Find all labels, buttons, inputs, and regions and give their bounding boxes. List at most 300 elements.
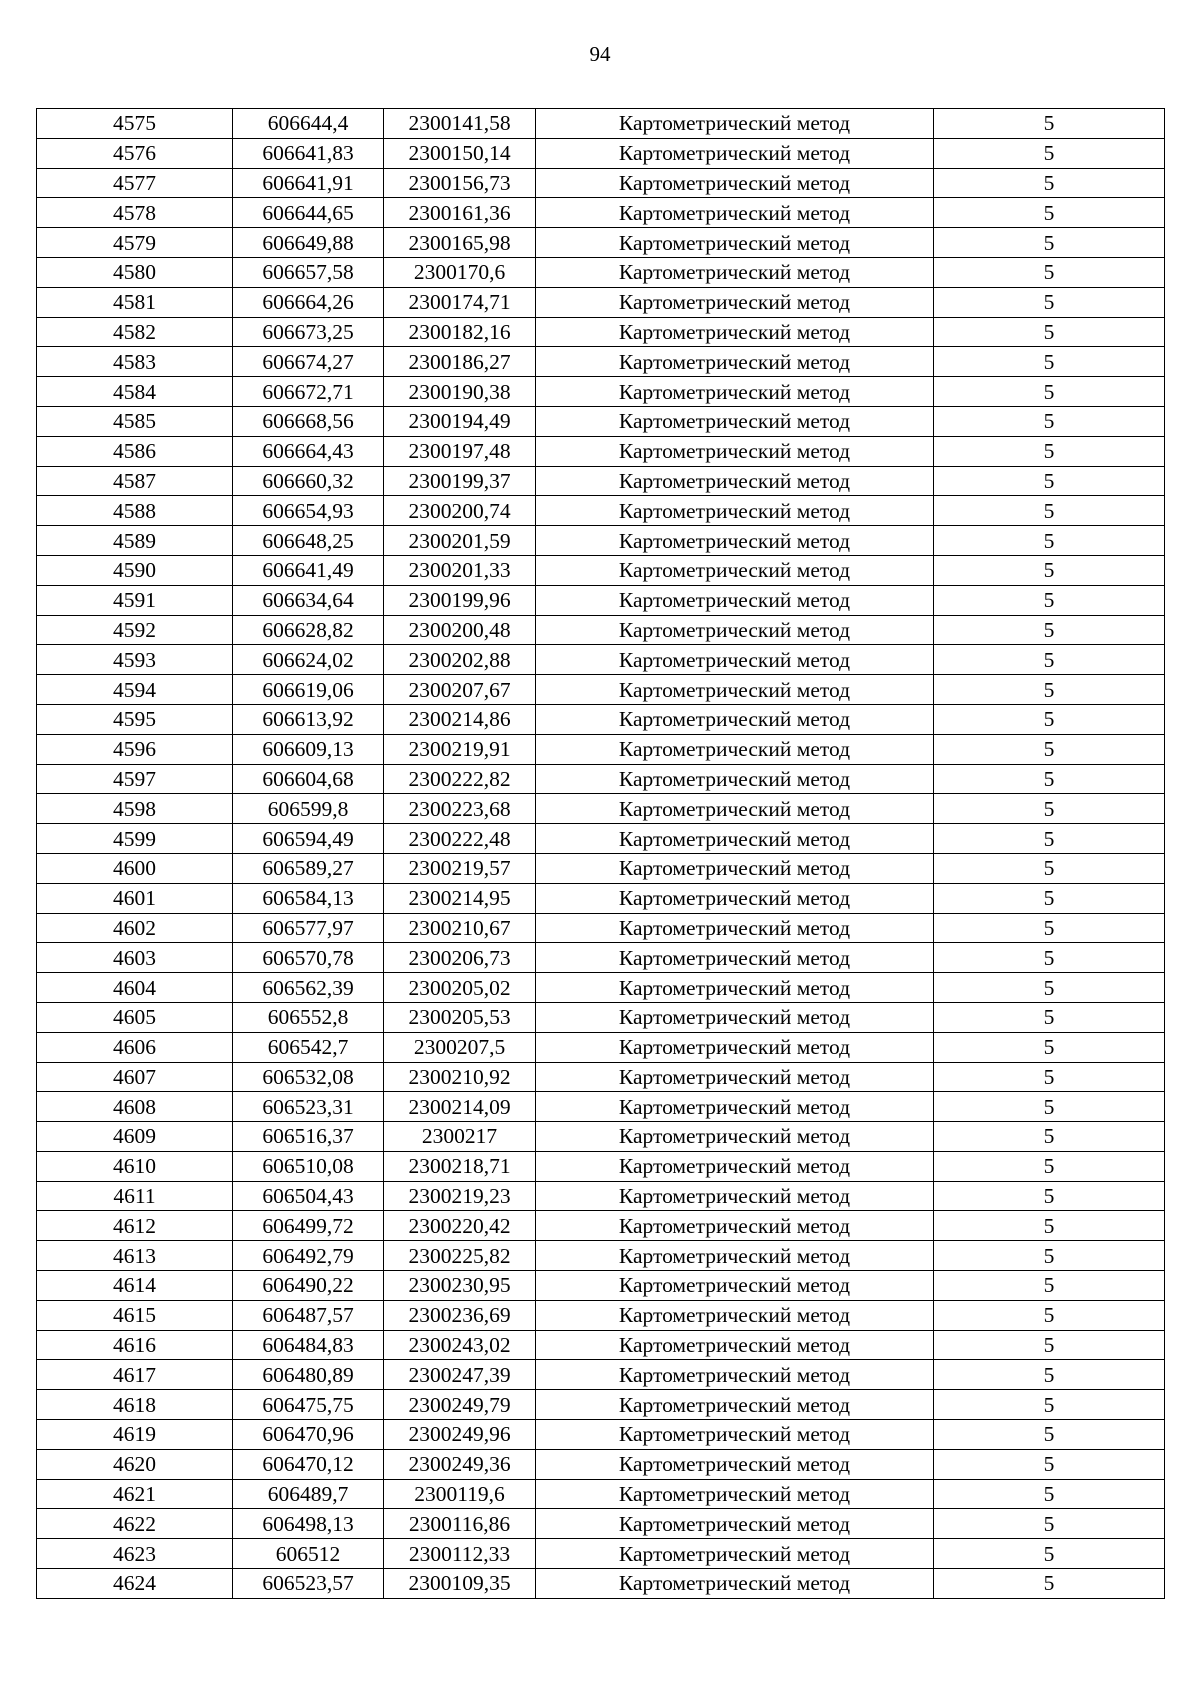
point-number-cell: 4607 [37,1062,233,1092]
y-coordinate-cell: 2300249,36 [384,1449,536,1479]
point-number-cell: 4588 [37,496,233,526]
accuracy-cell: 5 [934,824,1165,854]
table-row [37,1420,1165,1450]
y-coordinate-cell: 2300165,98 [384,228,536,258]
accuracy-cell: 5 [934,1211,1165,1241]
accuracy-cell: 5 [934,1569,1165,1599]
x-coordinate-cell: 606613,92 [233,704,384,734]
method-cell: Картометрический метод [536,764,934,794]
point-number-cell: 4601 [37,883,233,913]
method-cell: Картометрический метод [536,138,934,168]
point-number-cell: 4606 [37,1032,233,1062]
point-number-cell: 4585 [37,406,233,436]
point-number-cell: 4604 [37,973,233,1003]
y-coordinate-cell: 2300194,49 [384,406,536,436]
method-cell: Картометрический метод [536,555,934,585]
table-row [37,615,1165,645]
table-row [37,585,1165,615]
point-number-cell: 4579 [37,228,233,258]
x-coordinate-cell: 606523,31 [233,1092,384,1122]
point-number-cell: 4593 [37,645,233,675]
y-coordinate-cell: 2300207,5 [384,1032,536,1062]
accuracy-cell: 5 [934,138,1165,168]
method-cell: Картометрический метод [536,347,934,377]
accuracy-cell: 5 [934,1539,1165,1569]
accuracy-cell: 5 [934,228,1165,258]
x-coordinate-cell: 606542,7 [233,1032,384,1062]
y-coordinate-cell: 2300200,74 [384,496,536,526]
point-number-cell: 4623 [37,1539,233,1569]
x-coordinate-cell: 606641,91 [233,168,384,198]
y-coordinate-cell: 2300182,16 [384,317,536,347]
x-coordinate-cell: 606644,4 [233,109,384,139]
y-coordinate-cell: 2300186,27 [384,347,536,377]
table-row [37,168,1165,198]
method-cell: Картометрический метод [536,1271,934,1301]
table-row [37,1062,1165,1092]
accuracy-cell: 5 [934,734,1165,764]
method-cell: Картометрический метод [536,1151,934,1181]
x-coordinate-cell: 606504,43 [233,1181,384,1211]
table-row [37,1479,1165,1509]
y-coordinate-cell: 2300205,02 [384,973,536,1003]
accuracy-cell: 5 [934,347,1165,377]
method-cell: Картометрический метод [536,883,934,913]
x-coordinate-cell: 606480,89 [233,1360,384,1390]
x-coordinate-cell: 606649,88 [233,228,384,258]
point-number-cell: 4618 [37,1390,233,1420]
x-coordinate-cell: 606516,37 [233,1122,384,1152]
y-coordinate-cell: 2300206,73 [384,943,536,973]
method-cell: Картометрический метод [536,377,934,407]
method-cell: Картометрический метод [536,109,934,139]
y-coordinate-cell: 2300141,58 [384,109,536,139]
page-number: 94 [589,42,611,66]
method-cell: Картометрический метод [536,675,934,705]
x-coordinate-cell: 606510,08 [233,1151,384,1181]
y-coordinate-cell: 2300116,86 [384,1509,536,1539]
method-cell: Картометрический метод [536,1539,934,1569]
accuracy-cell: 5 [934,109,1165,139]
accuracy-cell: 5 [934,645,1165,675]
point-number-cell: 4609 [37,1122,233,1152]
point-number-cell: 4581 [37,287,233,317]
point-number-cell: 4582 [37,317,233,347]
table-row [37,913,1165,943]
x-coordinate-cell: 606599,8 [233,794,384,824]
point-number-cell: 4576 [37,138,233,168]
table-row [37,466,1165,496]
x-coordinate-cell: 606570,78 [233,943,384,973]
table-row [37,555,1165,585]
point-number-cell: 4615 [37,1300,233,1330]
method-cell: Картометрический метод [536,1390,934,1420]
method-cell: Картометрический метод [536,585,934,615]
point-number-cell: 4598 [37,794,233,824]
method-cell: Картометрический метод [536,1420,934,1450]
coordinates-table [36,108,1165,1599]
point-number-cell: 4610 [37,1151,233,1181]
y-coordinate-cell: 2300210,67 [384,913,536,943]
table-row [37,943,1165,973]
table-row [37,824,1165,854]
y-coordinate-cell: 2300222,82 [384,764,536,794]
method-cell: Картометрический метод [536,257,934,287]
table-row [37,377,1165,407]
accuracy-cell: 5 [934,1360,1165,1390]
method-cell: Картометрический метод [536,1449,934,1479]
table-row [37,347,1165,377]
accuracy-cell: 5 [934,1390,1165,1420]
y-coordinate-cell: 2300207,67 [384,675,536,705]
x-coordinate-cell: 606609,13 [233,734,384,764]
table-row [37,287,1165,317]
x-coordinate-cell: 606470,12 [233,1449,384,1479]
point-number-cell: 4616 [37,1330,233,1360]
x-coordinate-cell: 606619,06 [233,675,384,705]
y-coordinate-cell: 2300230,95 [384,1271,536,1301]
method-cell: Картометрический метод [536,1300,934,1330]
y-coordinate-cell: 2300220,42 [384,1211,536,1241]
x-coordinate-cell: 606492,79 [233,1241,384,1271]
method-cell: Картометрический метод [536,466,934,496]
accuracy-cell: 5 [934,1241,1165,1271]
x-coordinate-cell: 606624,02 [233,645,384,675]
method-cell: Картометрический метод [536,734,934,764]
x-coordinate-cell: 606657,58 [233,257,384,287]
y-coordinate-cell: 2300249,96 [384,1420,536,1450]
method-cell: Картометрический метод [536,853,934,883]
method-cell: Картометрический метод [536,406,934,436]
y-coordinate-cell: 2300218,71 [384,1151,536,1181]
accuracy-cell: 5 [934,406,1165,436]
accuracy-cell: 5 [934,1330,1165,1360]
point-number-cell: 4591 [37,585,233,615]
table-row [37,1300,1165,1330]
x-coordinate-cell: 606577,97 [233,913,384,943]
y-coordinate-cell: 2300223,68 [384,794,536,824]
point-number-cell: 4592 [37,615,233,645]
method-cell: Картометрический метод [536,913,934,943]
y-coordinate-cell: 2300214,09 [384,1092,536,1122]
point-number-cell: 4620 [37,1449,233,1479]
method-cell: Картометрический метод [536,645,934,675]
point-number-cell: 4587 [37,466,233,496]
y-coordinate-cell: 2300156,73 [384,168,536,198]
point-number-cell: 4597 [37,764,233,794]
accuracy-cell: 5 [934,436,1165,466]
method-cell: Картометрический метод [536,1002,934,1032]
point-number-cell: 4575 [37,109,233,139]
x-coordinate-cell: 606512 [233,1539,384,1569]
y-coordinate-cell: 2300249,79 [384,1390,536,1420]
table-row [37,704,1165,734]
method-cell: Картометрический метод [536,1062,934,1092]
y-coordinate-cell: 2300243,02 [384,1330,536,1360]
table-row [37,1241,1165,1271]
method-cell: Картометрический метод [536,1122,934,1152]
table-row [37,526,1165,556]
accuracy-cell: 5 [934,257,1165,287]
method-cell: Картометрический метод [536,1211,934,1241]
method-cell: Картометрический метод [536,1479,934,1509]
table-row [37,764,1165,794]
accuracy-cell: 5 [934,585,1165,615]
point-number-cell: 4584 [37,377,233,407]
x-coordinate-cell: 606584,13 [233,883,384,913]
y-coordinate-cell: 2300201,59 [384,526,536,556]
method-cell: Картометрический метод [536,1330,934,1360]
y-coordinate-cell: 2300161,36 [384,198,536,228]
point-number-cell: 4611 [37,1181,233,1211]
x-coordinate-cell: 606664,43 [233,436,384,466]
x-coordinate-cell: 606672,71 [233,377,384,407]
x-coordinate-cell: 606562,39 [233,973,384,1003]
accuracy-cell: 5 [934,794,1165,824]
table-row [37,228,1165,258]
table-row [37,257,1165,287]
table-row [37,1449,1165,1479]
accuracy-cell: 5 [934,913,1165,943]
y-coordinate-cell: 2300199,96 [384,585,536,615]
table-row [37,406,1165,436]
point-number-cell: 4590 [37,555,233,585]
accuracy-cell: 5 [934,1181,1165,1211]
accuracy-cell: 5 [934,764,1165,794]
point-number-cell: 4580 [37,257,233,287]
accuracy-cell: 5 [934,168,1165,198]
method-cell: Картометрический метод [536,526,934,556]
method-cell: Картометрический метод [536,615,934,645]
coordinates-table-body [37,109,1165,1599]
point-number-cell: 4612 [37,1211,233,1241]
x-coordinate-cell: 606532,08 [233,1062,384,1092]
table-row [37,1122,1165,1152]
method-cell: Картометрический метод [536,1181,934,1211]
accuracy-cell: 5 [934,1420,1165,1450]
x-coordinate-cell: 606628,82 [233,615,384,645]
point-number-cell: 4622 [37,1509,233,1539]
method-cell: Картометрический метод [536,317,934,347]
y-coordinate-cell: 2300210,92 [384,1062,536,1092]
x-coordinate-cell: 606660,32 [233,466,384,496]
point-number-cell: 4603 [37,943,233,973]
method-cell: Картометрический метод [536,794,934,824]
table-row [37,1151,1165,1181]
x-coordinate-cell: 606523,57 [233,1569,384,1599]
x-coordinate-cell: 606594,49 [233,824,384,854]
table-row [37,883,1165,913]
method-cell: Картометрический метод [536,228,934,258]
point-number-cell: 4600 [37,853,233,883]
table-row [37,794,1165,824]
accuracy-cell: 5 [934,466,1165,496]
x-coordinate-cell: 606668,56 [233,406,384,436]
x-coordinate-cell: 606489,7 [233,1479,384,1509]
accuracy-cell: 5 [934,883,1165,913]
x-coordinate-cell: 606475,75 [233,1390,384,1420]
accuracy-cell: 5 [934,1032,1165,1062]
point-number-cell: 4619 [37,1420,233,1450]
x-coordinate-cell: 606498,13 [233,1509,384,1539]
x-coordinate-cell: 606664,26 [233,287,384,317]
method-cell: Картометрический метод [536,1509,934,1539]
point-number-cell: 4624 [37,1569,233,1599]
table-row [37,675,1165,705]
table-row [37,853,1165,883]
accuracy-cell: 5 [934,1092,1165,1122]
point-number-cell: 4602 [37,913,233,943]
y-coordinate-cell: 2300200,48 [384,615,536,645]
x-coordinate-cell: 606654,93 [233,496,384,526]
method-cell: Картометрический метод [536,1032,934,1062]
y-coordinate-cell: 2300112,33 [384,1539,536,1569]
accuracy-cell: 5 [934,973,1165,1003]
y-coordinate-cell: 2300219,91 [384,734,536,764]
x-coordinate-cell: 606499,72 [233,1211,384,1241]
point-number-cell: 4605 [37,1002,233,1032]
accuracy-cell: 5 [934,1509,1165,1539]
accuracy-cell: 5 [934,198,1165,228]
accuracy-cell: 5 [934,496,1165,526]
table-row [37,1271,1165,1301]
method-cell: Картометрический метод [536,1569,934,1599]
x-coordinate-cell: 606644,65 [233,198,384,228]
table-row [37,1211,1165,1241]
table-row [37,1002,1165,1032]
y-coordinate-cell: 2300205,53 [384,1002,536,1032]
accuracy-cell: 5 [934,1122,1165,1152]
y-coordinate-cell: 2300222,48 [384,824,536,854]
accuracy-cell: 5 [934,287,1165,317]
table-row [37,198,1165,228]
y-coordinate-cell: 2300219,23 [384,1181,536,1211]
y-coordinate-cell: 2300236,69 [384,1300,536,1330]
point-number-cell: 4617 [37,1360,233,1390]
table-row [37,1181,1165,1211]
y-coordinate-cell: 2300219,57 [384,853,536,883]
x-coordinate-cell: 606604,68 [233,764,384,794]
point-number-cell: 4595 [37,704,233,734]
y-coordinate-cell: 2300170,6 [384,257,536,287]
table-row [37,1569,1165,1599]
method-cell: Картометрический метод [536,943,934,973]
method-cell: Картометрический метод [536,1241,934,1271]
accuracy-cell: 5 [934,377,1165,407]
point-number-cell: 4614 [37,1271,233,1301]
table-row [37,1360,1165,1390]
point-number-cell: 4599 [37,824,233,854]
x-coordinate-cell: 606648,25 [233,526,384,556]
table-row [37,1509,1165,1539]
method-cell: Картометрический метод [536,496,934,526]
accuracy-cell: 5 [934,1151,1165,1181]
y-coordinate-cell: 2300119,6 [384,1479,536,1509]
accuracy-cell: 5 [934,526,1165,556]
table-row [37,317,1165,347]
accuracy-cell: 5 [934,853,1165,883]
x-coordinate-cell: 606641,83 [233,138,384,168]
x-coordinate-cell: 606641,49 [233,555,384,585]
x-coordinate-cell: 606490,22 [233,1271,384,1301]
table-row [37,1390,1165,1420]
accuracy-cell: 5 [934,1271,1165,1301]
accuracy-cell: 5 [934,317,1165,347]
x-coordinate-cell: 606589,27 [233,853,384,883]
point-number-cell: 4589 [37,526,233,556]
y-coordinate-cell: 2300225,82 [384,1241,536,1271]
method-cell: Картометрический метод [536,704,934,734]
method-cell: Картометрический метод [536,287,934,317]
x-coordinate-cell: 606470,96 [233,1420,384,1450]
table-row [37,973,1165,1003]
accuracy-cell: 5 [934,1449,1165,1479]
x-coordinate-cell: 606673,25 [233,317,384,347]
point-number-cell: 4577 [37,168,233,198]
y-coordinate-cell: 2300109,35 [384,1569,536,1599]
method-cell: Картометрический метод [536,973,934,1003]
table-row [37,436,1165,466]
table-row [37,1032,1165,1062]
table-row [37,109,1165,139]
y-coordinate-cell: 2300174,71 [384,287,536,317]
accuracy-cell: 5 [934,943,1165,973]
y-coordinate-cell: 2300199,37 [384,466,536,496]
method-cell: Картометрический метод [536,1092,934,1122]
y-coordinate-cell: 2300201,33 [384,555,536,585]
y-coordinate-cell: 2300197,48 [384,436,536,466]
point-number-cell: 4594 [37,675,233,705]
point-number-cell: 4608 [37,1092,233,1122]
method-cell: Картометрический метод [536,824,934,854]
method-cell: Картометрический метод [536,168,934,198]
table-row [37,138,1165,168]
x-coordinate-cell: 606552,8 [233,1002,384,1032]
x-coordinate-cell: 606674,27 [233,347,384,377]
x-coordinate-cell: 606484,83 [233,1330,384,1360]
accuracy-cell: 5 [934,1479,1165,1509]
point-number-cell: 4583 [37,347,233,377]
point-number-cell: 4613 [37,1241,233,1271]
x-coordinate-cell: 606487,57 [233,1300,384,1330]
y-coordinate-cell: 2300150,14 [384,138,536,168]
accuracy-cell: 5 [934,704,1165,734]
accuracy-cell: 5 [934,555,1165,585]
table-row [37,496,1165,526]
accuracy-cell: 5 [934,615,1165,645]
accuracy-cell: 5 [934,1002,1165,1032]
table-row [37,645,1165,675]
y-coordinate-cell: 2300247,39 [384,1360,536,1390]
table-row [37,1092,1165,1122]
table-row [37,1539,1165,1569]
point-number-cell: 4596 [37,734,233,764]
y-coordinate-cell: 2300214,86 [384,704,536,734]
method-cell: Картометрический метод [536,198,934,228]
point-number-cell: 4621 [37,1479,233,1509]
accuracy-cell: 5 [934,675,1165,705]
x-coordinate-cell: 606634,64 [233,585,384,615]
y-coordinate-cell: 2300217 [384,1122,536,1152]
accuracy-cell: 5 [934,1300,1165,1330]
method-cell: Картометрический метод [536,436,934,466]
point-number-cell: 4586 [37,436,233,466]
y-coordinate-cell: 2300202,88 [384,645,536,675]
accuracy-cell: 5 [934,1062,1165,1092]
method-cell: Картометрический метод [536,1360,934,1390]
table-row [37,1330,1165,1360]
y-coordinate-cell: 2300190,38 [384,377,536,407]
